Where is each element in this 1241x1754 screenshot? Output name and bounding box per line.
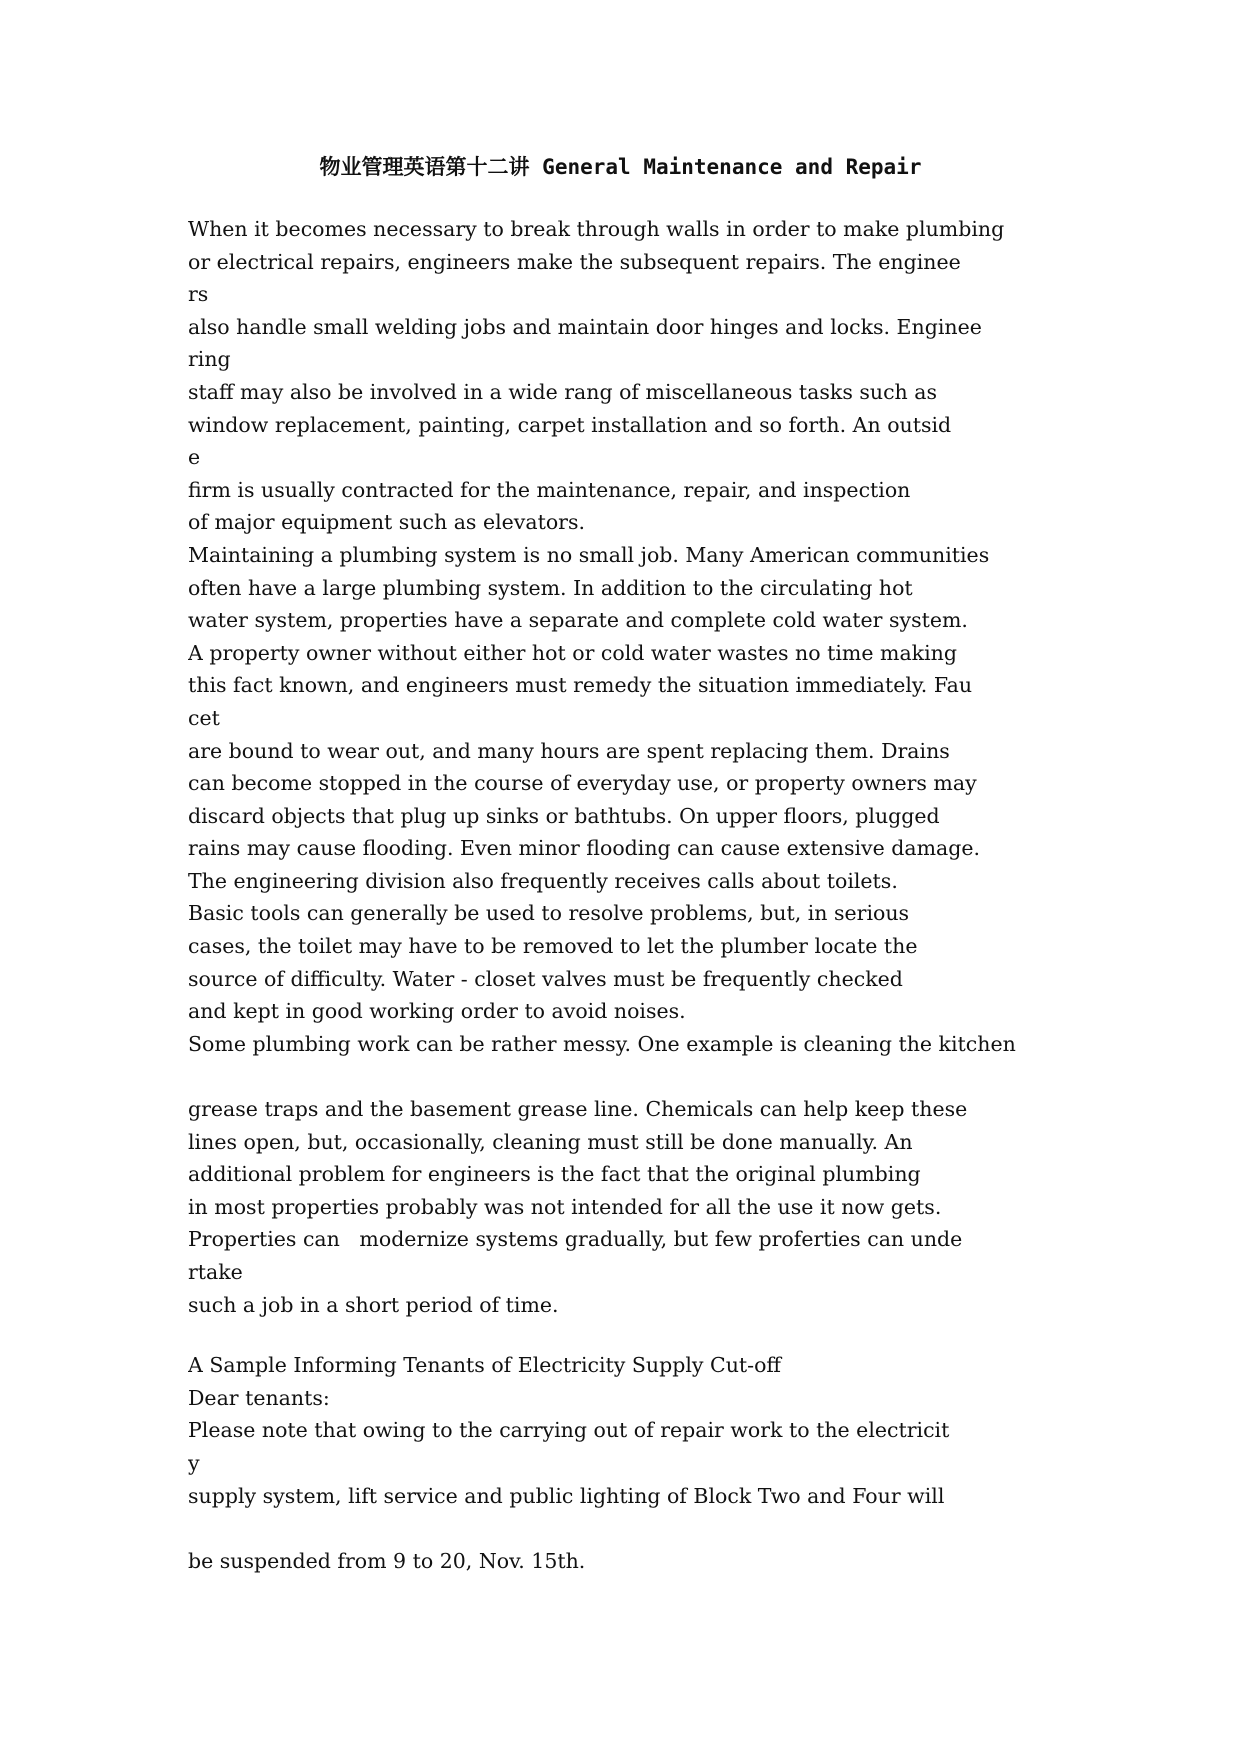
text-line: are bound to wear out, and many hours are spent replacing them. Drains [188,738,950,763]
text-line: cases, the toilet may have to be removed to let the plumber locate the [188,934,918,959]
text-line: in most properties probably was not intended for all the use it now gets. [188,1194,942,1219]
text-line: this fact known, and engineers must remedy the situation immediately. Fau [188,673,973,698]
sample-heading: A Sample Informing Tenants of Electricity Supply Cut-off [188,1353,781,1378]
text-line: source of difficulty. Water - closet valves must be frequently checked [188,966,903,991]
text-line: discard objects that plug up sinks or bathtubs. On upper floors, plugged [188,803,940,828]
blank-line [188,1512,1068,1545]
text-line: rs [188,282,209,307]
text-line: A property owner without either hot or cold water wastes no time making [188,640,957,665]
text-line: additional problem for engineers is the fact that the original plumbing [188,1162,921,1187]
document-body [188,213,1068,1577]
blank-line [188,1060,1068,1093]
text-line: supply system, lift service and public lighting of Block Two and Four will [188,1483,945,1508]
text-line: Maintaining a plumbing system is no small job. Many American communities [188,542,990,567]
text-line: Some plumbing work can be rather messy. One example is cleaning the kitchen [188,1031,1016,1056]
text-line: lines open, but, occasionally, cleaning must still be done manually. An [188,1129,913,1154]
text-line: y [188,1450,200,1475]
text-line: of major equipment such as elevators. [188,510,586,535]
section-gap [188,1321,1068,1349]
text-line: Properties can modernize systems gradually, but few proferties can unde [188,1227,963,1252]
text-line: e [188,445,201,470]
text-line: grease traps and the basement grease line. Chemicals can help keep these [188,1097,968,1122]
text-line: or electrical repairs, engineers make the subsequent repairs. The enginee [188,249,961,274]
text-line: window replacement, painting, carpet installation and so forth. An outsid [188,412,952,437]
text-line: The engineering division also frequently receives calls about toilets. [188,868,898,893]
text-line: ring [188,347,231,372]
text-line: staff may also be involved in a wide rang of miscellaneous tasks such as [188,379,938,404]
text-line: Please note that owing to the carrying out of repair work to the electricit [188,1418,950,1443]
text-line: can become stopped in the course of everyday use, or property owners may [188,771,977,796]
salutation: Dear tenants: [188,1385,330,1410]
text-line: water system, properties have a separate and complete cold water system. [188,608,968,633]
text-line: rtake [188,1260,243,1284]
text-line: such a job in a short period of time. [188,1292,559,1317]
text-line: be suspended from 9 to 20, Nov. 15th. [188,1548,586,1573]
text-line: firm is usually contracted for the maintenance, repair, and inspection [188,477,911,502]
text-line: Basic tools can generally be used to resolve problems, but, in serious [188,901,910,926]
text-line: rains may cause flooding. Even minor flooding can cause extensive damage. [188,836,981,861]
document-title: 物业管理英语第十二讲 General Maintenance and Repair [319,155,922,179]
text-line: often have a large plumbing system. In addition to the circulating hot [188,575,913,600]
text-line: and kept in good working order to avoid noises. [188,999,686,1024]
text-line: also handle small welding jobs and maintain door hinges and locks. Enginee [188,314,982,339]
text-line: cet [188,705,220,730]
text-line: When it becomes necessary to break through walls in order to make plumbing [188,217,1005,241]
